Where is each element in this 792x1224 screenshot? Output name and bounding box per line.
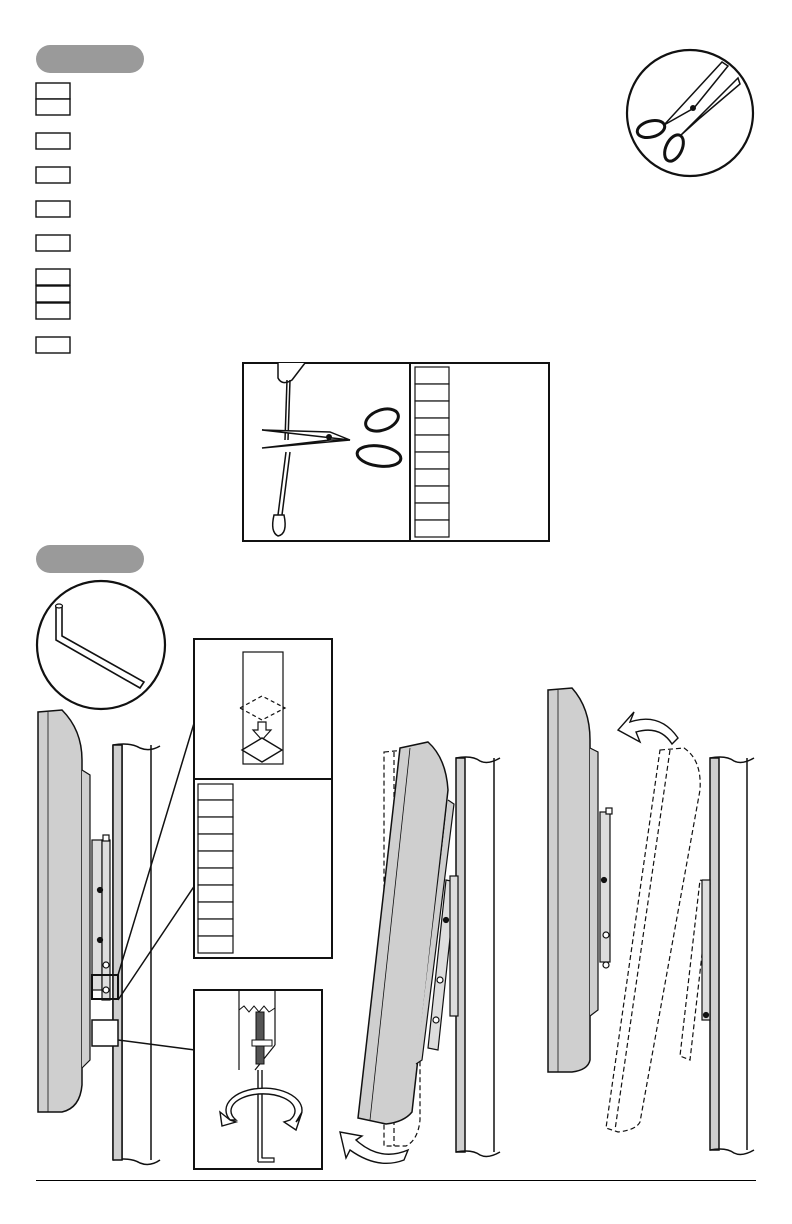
lang-box — [198, 851, 233, 868]
lang-box — [198, 868, 233, 885]
lang-box — [415, 469, 449, 486]
cut-tie-panel — [243, 363, 549, 541]
bracket-right-wall — [702, 880, 710, 1020]
wall-middle — [456, 757, 500, 1156]
lang-box — [198, 902, 233, 919]
wall-left — [113, 744, 160, 1164]
lang-box — [415, 503, 449, 520]
lang-box — [36, 337, 70, 353]
lang-box — [415, 367, 449, 384]
tv-left — [38, 710, 90, 1112]
lang-box — [198, 784, 233, 800]
lang-box — [36, 167, 70, 183]
lang-box — [198, 919, 233, 936]
lang-box — [36, 201, 70, 217]
lang-box — [36, 286, 70, 302]
wall-right — [710, 757, 754, 1154]
language-box-list — [36, 83, 70, 353]
lang-box — [36, 133, 70, 149]
footer-rule — [36, 1180, 756, 1181]
lang-box — [36, 303, 70, 319]
lang-box — [198, 800, 233, 817]
lang-box — [36, 235, 70, 251]
tv-middle — [358, 742, 454, 1124]
lang-box — [198, 834, 233, 851]
lang-box — [415, 418, 449, 435]
lang-box — [198, 817, 233, 834]
bracket-right — [600, 808, 612, 968]
lang-box — [36, 269, 70, 285]
callout-panel-top — [194, 639, 332, 958]
lang-box — [36, 99, 70, 115]
callout-panel-bottom — [194, 990, 322, 1169]
lang-box — [36, 83, 70, 99]
lang-box — [415, 452, 449, 469]
curved-arrow-icon — [618, 712, 678, 744]
lang-box — [415, 384, 449, 401]
tv-right-ghost — [606, 748, 710, 1132]
lang-box — [415, 401, 449, 418]
scissors-icon — [627, 50, 753, 176]
curved-arrow-icon — [340, 1132, 408, 1163]
tv-right — [548, 688, 598, 1072]
lang-box — [198, 885, 233, 902]
hex-key-icon — [37, 581, 165, 709]
lang-box — [415, 486, 449, 503]
lang-box — [415, 520, 449, 537]
lang-box — [415, 435, 449, 452]
lang-box — [198, 936, 233, 953]
